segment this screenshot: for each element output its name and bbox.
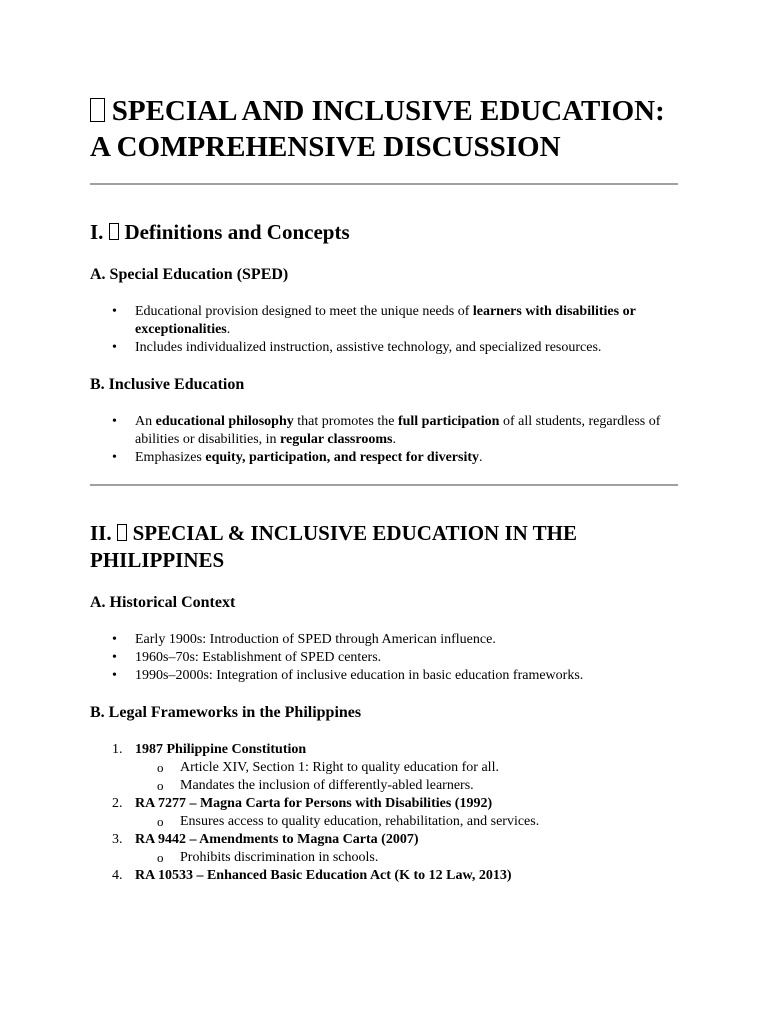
missing-glyph-icon <box>109 223 120 240</box>
list-item-text: An <box>135 414 156 429</box>
list-item-text: . <box>392 432 396 447</box>
list-item-emphasis: educational philosophy <box>155 414 294 429</box>
missing-glyph-icon <box>90 98 105 122</box>
list-item <box>90 867 678 885</box>
list-number: 1. <box>112 742 123 757</box>
numbered-list <box>90 741 678 885</box>
subsection-heading-special-education: A. Special Education (SPED) <box>90 266 289 283</box>
list-item-text: of all students, regardless of abilities or disabilities, in <box>135 414 661 447</box>
list-item <box>90 413 678 449</box>
list-number: 2. <box>112 796 123 811</box>
list-item <box>90 339 678 357</box>
document-title-text: SPECIAL AND INCLUSIVE EDUCATION: A COMPREHENSIVE DISCUSSION <box>90 95 665 163</box>
bullet-list <box>90 631 678 685</box>
list-item <box>90 831 678 867</box>
list-item-label: 1987 Philippine Constitution <box>135 742 307 757</box>
subsection-heading-legal-frameworks: B. Legal Frameworks in the Philippines <box>90 704 362 721</box>
list-item-text: that promotes the <box>293 414 398 429</box>
sub-list-item: o Article XIV, Section 1: Right to quality education for all. <box>135 759 678 777</box>
list-item-text: Includes individualized instruction, assistive technology, and specialized resources. <box>135 340 602 355</box>
list-item-text: . <box>479 450 483 465</box>
list-item-emphasis: equity, participation, and respect for diversity <box>205 450 480 465</box>
section-number: II. <box>90 521 112 545</box>
list-item: • 1990s–2000s: Integration of inclusive education in basic education frameworks. <box>90 667 678 685</box>
list-item <box>90 449 678 467</box>
section-title: Definitions and Concepts <box>124 220 350 244</box>
list-item <box>90 741 678 795</box>
sub-list <box>135 759 678 795</box>
sub-list-item: o Ensures access to quality education, rehabilitation, and services. <box>135 813 678 831</box>
list-item-text: Emphasizes <box>135 450 206 465</box>
list-item <box>90 303 678 339</box>
list-item <box>90 795 678 831</box>
subsection-heading-historical-context: A. Historical Context <box>90 594 236 611</box>
list-item-label: RA 10533 – Enhanced Basic Education Act (K to 12 Law, 2013) <box>135 868 512 883</box>
sub-list <box>135 813 678 831</box>
list-item-label: RA 7277 – Magna Carta for Persons with Disabilities (1992) <box>135 796 493 811</box>
section-heading-definitions <box>90 219 678 246</box>
list-item: • 1960s–70s: Establishment of SPED centers. <box>90 649 678 667</box>
list-item-emphasis: regular classrooms <box>280 432 393 447</box>
list-item-text: . <box>226 322 231 337</box>
list-item-emphasis: full participation <box>397 414 500 429</box>
sub-list-item: o Prohibits discrimination in schools. <box>135 849 678 867</box>
document-title <box>90 93 678 165</box>
list-item-text: Educational provision designed to meet the unique needs of <box>135 304 473 319</box>
list-number: 4. <box>112 868 123 883</box>
section-title: SPECIAL & INCLUSIVE EDUCATION IN THE PHILIPPINES <box>90 521 578 572</box>
subsection-heading-inclusive-education: B. Inclusive Education <box>90 376 245 393</box>
sub-list-item: o Mandates the inclusion of differently-abled learners. <box>135 777 678 795</box>
list-number: 3. <box>112 832 123 847</box>
section-divider <box>90 183 678 185</box>
list-item-label: RA 9442 – Amendments to Magna Carta (2007) <box>135 832 419 847</box>
section-divider <box>90 484 678 486</box>
list-item-emphasis: learners with disabilities or exceptionalities <box>135 304 636 337</box>
list-item: • Early 1900s: Introduction of SPED through American influence. <box>90 631 678 649</box>
missing-glyph-icon <box>117 524 128 541</box>
bullet-list <box>90 303 678 357</box>
sub-list <box>135 849 678 867</box>
section-number: I. <box>90 220 104 244</box>
section-heading-philippines <box>90 520 678 574</box>
bullet-list <box>90 413 678 467</box>
